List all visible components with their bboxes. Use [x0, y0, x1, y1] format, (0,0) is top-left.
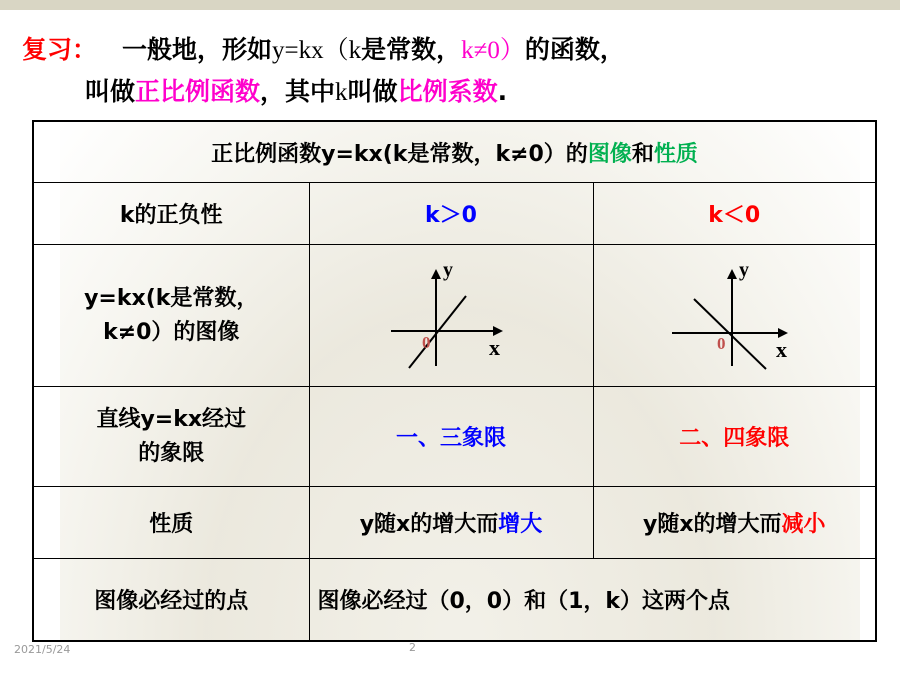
negative-slope-graph: [664, 261, 804, 371]
x-axis-label: x: [776, 336, 788, 362]
row-label-line: 的象限: [138, 440, 205, 466]
x-axis-label: x: [489, 334, 500, 360]
origin-label: 0: [422, 332, 431, 352]
y-arrow-icon: [727, 269, 737, 279]
row-label-point: 图像必经过的点: [33, 559, 309, 642]
y-arrow-icon: [431, 269, 441, 279]
row-label-sign: k的正负性: [33, 183, 309, 245]
nature-positive: [309, 487, 593, 559]
row-label-quadrant: [33, 387, 309, 487]
row-label-nature: 性质: [33, 487, 309, 559]
sign-negative: k＜0: [593, 183, 876, 245]
intro-line-2: [85, 72, 507, 108]
table-title: [33, 121, 876, 183]
nature-increase: 增大: [498, 512, 543, 537]
intro-text: 的函数，: [524, 35, 625, 64]
nature-text: y随x的增大而: [642, 512, 782, 537]
row-label-line: y=kx(k是常数，: [84, 285, 259, 311]
y-axis-label: y: [443, 260, 453, 281]
intro-condition: k≠0）: [461, 37, 525, 64]
quadrant-negative: 二、四象限: [593, 387, 876, 487]
intro-line-1: [22, 30, 625, 66]
nature-decrease: 减小: [781, 512, 826, 537]
sign-positive: k＞0: [309, 183, 593, 245]
row-label-graph: [33, 245, 309, 387]
term-proportional-function: 正比例函数: [135, 77, 261, 106]
quadrant-positive: 一、三象限: [309, 387, 593, 487]
review-label: 复习：: [22, 35, 98, 64]
point-value: 图像必经过（0，0）和（1，k）这两个点: [309, 559, 876, 642]
top-decor-bar: [0, 0, 900, 10]
intro-text: 叫做: [347, 77, 398, 106]
intro-text: 叫做: [85, 77, 136, 106]
intro-text: 一般地，形如: [122, 35, 273, 64]
intro-text: .: [497, 77, 508, 106]
slide-page-number: 2: [409, 641, 416, 654]
graph-negative: [593, 245, 876, 387]
graph-positive: [309, 245, 593, 387]
intro-k: k: [335, 79, 348, 106]
nature-negative: [593, 487, 876, 559]
positive-slope-graph: [381, 261, 521, 371]
slide-date: 2021/5/24: [14, 643, 71, 656]
intro-text: 是常数，: [361, 35, 462, 64]
y-axis-label: y: [739, 260, 750, 281]
title-image-word: 图像: [587, 141, 632, 167]
term-proportional-coefficient: 比例系数: [397, 77, 498, 106]
title-property-word: 性质: [653, 141, 698, 167]
row-label-line: 直线y=kx经过: [96, 406, 247, 432]
nature-text: y随x的增大而: [359, 512, 499, 537]
origin-label: 0: [717, 333, 726, 353]
title-text: 和: [631, 141, 654, 167]
title-text: 正比例函数y=kx(k是常数，k≠0）的: [211, 141, 588, 167]
intro-text: ，其中: [260, 77, 336, 106]
row-label-line: k≠0）的图像: [103, 319, 240, 345]
properties-table: [32, 120, 877, 642]
intro-formula: y=kx（k: [272, 37, 362, 64]
